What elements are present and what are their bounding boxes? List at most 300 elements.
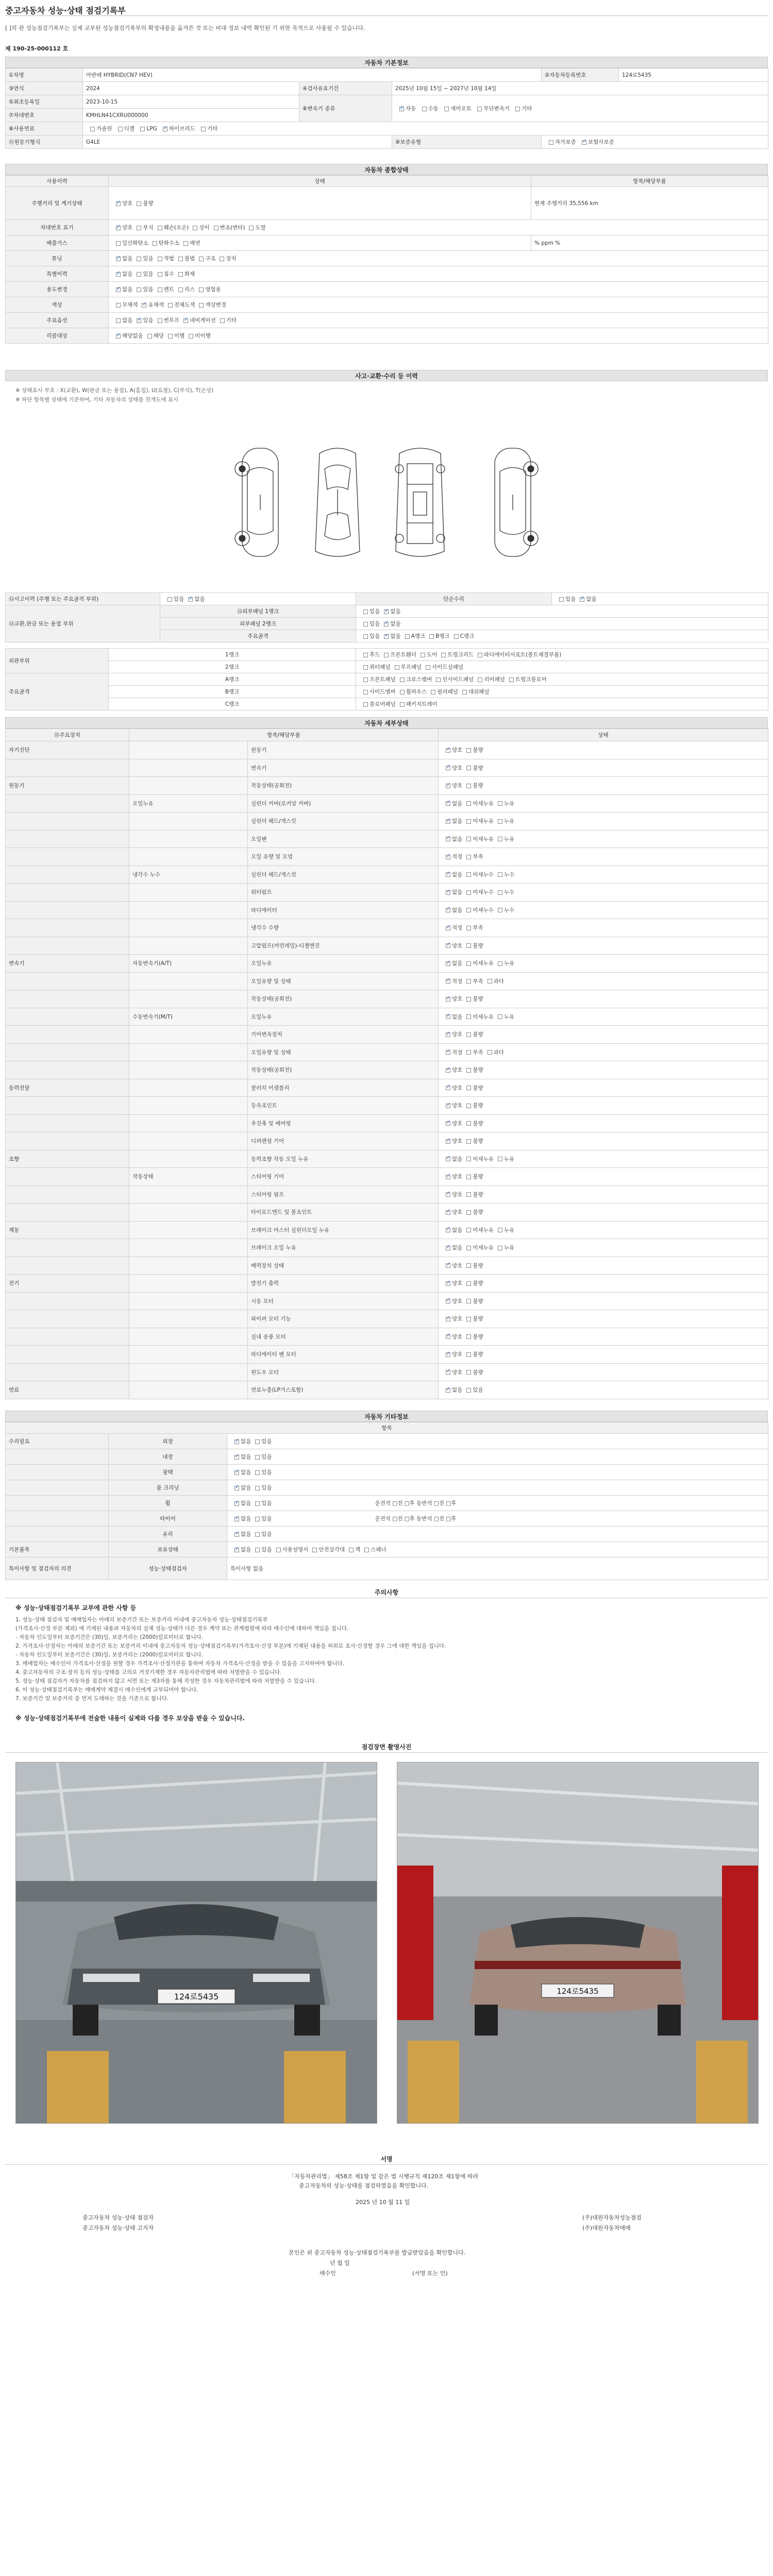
option-checkbox[interactable] bbox=[116, 201, 121, 206]
detail-group bbox=[6, 937, 129, 955]
photo-rear-view bbox=[397, 1762, 759, 2124]
option-checkbox[interactable] bbox=[466, 890, 471, 895]
other-group bbox=[6, 1449, 109, 1465]
caution-item: (가격조사·산정 부분 제외) 에 기재된 내용과 자동차의 실제 성능·상태가 다른 경우 계약 또는 관계법령에 따라 매수인에 대하여 책임을 집니다. bbox=[15, 1625, 349, 1632]
sign-line2: 중고자동차의 성능·상태를 점검하였음을 확인합니다. bbox=[299, 2182, 429, 2189]
option-checkbox[interactable] bbox=[189, 334, 193, 338]
other-extra: 운전석 □전 □후 동반석 □전 □후 bbox=[375, 1516, 457, 1522]
option-checkbox[interactable] bbox=[466, 1050, 471, 1055]
detail-subgroup: 오일누유 bbox=[129, 794, 248, 812]
option-checkbox[interactable] bbox=[446, 1299, 450, 1303]
option-checkbox[interactable] bbox=[178, 287, 183, 292]
option-checkbox[interactable] bbox=[466, 1334, 471, 1339]
option-checkbox[interactable] bbox=[446, 1192, 450, 1197]
option-checkbox[interactable] bbox=[466, 1352, 471, 1357]
detail-item: 실내 송풍 모터 bbox=[248, 1328, 439, 1346]
option-checkbox[interactable] bbox=[454, 634, 459, 639]
option-checkbox[interactable] bbox=[363, 622, 368, 626]
option-checkbox[interactable] bbox=[158, 287, 162, 292]
total-row-right: 현재 주행거리 35,556 km bbox=[531, 187, 768, 220]
option-checkbox[interactable] bbox=[466, 1299, 471, 1303]
option-checkbox[interactable] bbox=[446, 979, 450, 984]
option-checkbox[interactable] bbox=[142, 303, 146, 308]
option-checkbox[interactable] bbox=[466, 943, 471, 948]
caution-item: 1. 성능·상태 점검자 및 매매업자는 아래의 보증기간 또는 보증거리 이내에 중고자동차 성능·상태점검기록부 bbox=[15, 1617, 268, 1623]
option-checkbox[interactable] bbox=[249, 226, 254, 230]
fuel-lpg-checkbox[interactable] bbox=[140, 127, 145, 131]
option-checkbox[interactable] bbox=[509, 677, 514, 682]
option-checkbox[interactable] bbox=[436, 677, 441, 682]
option-checkbox[interactable] bbox=[466, 1192, 471, 1197]
option-checkbox[interactable] bbox=[466, 837, 471, 841]
option-checkbox[interactable] bbox=[234, 1532, 239, 1537]
option-checkbox[interactable] bbox=[395, 665, 399, 670]
option-checkbox[interactable] bbox=[446, 926, 450, 930]
option-checkbox[interactable] bbox=[116, 257, 121, 261]
option-checkbox[interactable] bbox=[137, 201, 141, 206]
detail-row bbox=[6, 1043, 768, 1061]
option-checkbox[interactable] bbox=[446, 1317, 450, 1321]
option-checkbox[interactable] bbox=[446, 748, 450, 753]
trans-etc-checkbox[interactable] bbox=[515, 107, 520, 111]
detail-subgroup bbox=[129, 1043, 248, 1061]
detail-item: 시동 모터 bbox=[248, 1292, 439, 1310]
detail-subgroup bbox=[129, 1204, 248, 1222]
option-checkbox[interactable] bbox=[580, 597, 584, 602]
label-vin: ⑦차대번호 bbox=[6, 109, 83, 122]
option-checkbox[interactable] bbox=[384, 634, 389, 639]
option-checkbox[interactable] bbox=[466, 1175, 471, 1179]
option-checkbox[interactable] bbox=[559, 597, 564, 602]
other-head: 항목 bbox=[6, 1422, 768, 1434]
option-checkbox[interactable] bbox=[137, 226, 141, 230]
option-checkbox[interactable] bbox=[446, 766, 450, 770]
option-checkbox[interactable] bbox=[466, 748, 471, 753]
option-checkbox[interactable] bbox=[255, 1517, 260, 1521]
option-checkbox[interactable] bbox=[498, 872, 502, 877]
fuel-etc-checkbox[interactable] bbox=[201, 127, 206, 131]
option-checkbox[interactable] bbox=[466, 926, 471, 930]
buyer-sign[interactable]: (서명 또는 인) bbox=[412, 2270, 448, 2277]
detail-group bbox=[6, 1008, 129, 1026]
detail-options: ✓ 양호 불량 bbox=[439, 1275, 768, 1293]
option-checkbox[interactable] bbox=[363, 665, 368, 670]
option-checkbox[interactable] bbox=[158, 226, 162, 230]
trans-cvt-checkbox[interactable] bbox=[477, 107, 482, 111]
detail-item: 냉각수 수량 bbox=[248, 919, 439, 937]
detail-subgroup bbox=[129, 1097, 248, 1115]
option-checkbox[interactable] bbox=[446, 1246, 450, 1250]
detail-row bbox=[6, 1079, 768, 1097]
option-checkbox[interactable] bbox=[400, 677, 405, 682]
option-checkbox[interactable] bbox=[446, 1050, 450, 1055]
svg-text:124로5435: 124로5435 bbox=[557, 1987, 599, 1996]
option-checkbox[interactable] bbox=[466, 1317, 471, 1321]
option-checkbox[interactable] bbox=[446, 1068, 450, 1073]
detail-item: 원동기 bbox=[248, 741, 439, 759]
option-checkbox[interactable] bbox=[466, 1281, 471, 1286]
option-checkbox[interactable] bbox=[466, 1157, 471, 1161]
option-checkbox[interactable] bbox=[147, 334, 152, 338]
detail-options: ✓ 양호 불량 bbox=[439, 1185, 768, 1204]
option-checkbox[interactable] bbox=[167, 597, 172, 602]
detail-row bbox=[6, 919, 768, 937]
caution-item: 5. 성능·상태 점검자가 자동차를 점검하지 않고 서면 또는 제3자를 통해 작성한 경우 자동차관리법에 따라 처벌받을 수 있습니다. bbox=[15, 1678, 316, 1684]
detail-subgroup bbox=[129, 1114, 248, 1132]
detail-row bbox=[6, 1221, 768, 1239]
total-row-label: 특별이력 bbox=[6, 266, 109, 282]
value-reg-no: 124로5435 bbox=[619, 69, 768, 82]
detail-options: ✓ 없음 미세누유 누유 bbox=[439, 955, 768, 973]
option-checkbox[interactable] bbox=[466, 979, 471, 984]
option-checkbox[interactable] bbox=[255, 1455, 260, 1460]
option-checkbox[interactable] bbox=[446, 1032, 450, 1037]
detail-options: ✓ 양호 불량 bbox=[439, 1061, 768, 1079]
option-checkbox[interactable] bbox=[384, 653, 389, 657]
option-checkbox[interactable] bbox=[446, 1086, 450, 1090]
other-options: ✓ 없음 있음 bbox=[227, 1527, 768, 1542]
buyer-confirm: 본인은 위 중고자동차 성능·상태점검기록부를 발급받았음을 확인합니다. bbox=[289, 2249, 466, 2256]
caution-item: - 자동차 인도일부터 보증기간은 (30)일, 보증거리는 (2000)킬로미터로 합니다. bbox=[15, 1652, 204, 1658]
option-checkbox[interactable] bbox=[384, 609, 389, 614]
option-checkbox[interactable] bbox=[255, 1470, 260, 1475]
option-checkbox[interactable] bbox=[466, 961, 471, 966]
option-checkbox[interactable] bbox=[137, 287, 141, 292]
option-checkbox[interactable] bbox=[234, 1501, 239, 1506]
option-checkbox[interactable] bbox=[498, 1014, 502, 1019]
option-checkbox[interactable] bbox=[466, 1121, 471, 1126]
option-checkbox[interactable] bbox=[363, 677, 368, 682]
total-row-label: 차대번호 표기 bbox=[6, 220, 109, 235]
detail-subgroup bbox=[129, 884, 248, 902]
detail-row bbox=[6, 1097, 768, 1115]
option-checkbox[interactable] bbox=[466, 1210, 471, 1215]
option-checkbox[interactable] bbox=[183, 241, 188, 246]
option-checkbox[interactable] bbox=[183, 318, 188, 323]
option-checkbox[interactable] bbox=[466, 1388, 471, 1393]
accident-row-options: 있음✓ 없음 bbox=[356, 605, 768, 618]
option-checkbox[interactable] bbox=[446, 872, 450, 877]
fuel-gasoline-checkbox[interactable] bbox=[90, 127, 95, 131]
option-checkbox[interactable] bbox=[466, 1068, 471, 1073]
detail-item: 브레이크 마스터 실린더오일 누유 bbox=[248, 1221, 439, 1239]
option-checkbox[interactable] bbox=[466, 1086, 471, 1090]
option-checkbox[interactable] bbox=[446, 1228, 450, 1232]
detail-row bbox=[6, 741, 768, 759]
option-checkbox[interactable] bbox=[153, 241, 157, 246]
option-checkbox[interactable] bbox=[466, 1370, 471, 1375]
trans-auto-checkbox[interactable] bbox=[399, 107, 404, 111]
detail-subgroup bbox=[129, 1221, 248, 1239]
other-row bbox=[6, 1465, 768, 1480]
rank-label: 1랭크 bbox=[109, 649, 356, 661]
detail-row bbox=[6, 1292, 768, 1310]
option-checkbox[interactable] bbox=[364, 1548, 369, 1552]
option-checkbox[interactable] bbox=[349, 1548, 354, 1552]
total-head-item: 항목/해당부품 bbox=[531, 176, 768, 187]
detail-subgroup bbox=[129, 1132, 248, 1150]
option-checkbox[interactable] bbox=[116, 241, 121, 246]
option-checkbox[interactable] bbox=[400, 690, 405, 694]
detail-item: 오일누유 bbox=[248, 955, 439, 973]
option-checkbox[interactable] bbox=[446, 819, 450, 824]
option-checkbox[interactable] bbox=[446, 784, 450, 788]
option-checkbox[interactable] bbox=[498, 1228, 502, 1232]
option-checkbox[interactable] bbox=[446, 943, 450, 948]
detail-options: ✓ 양호 불량 bbox=[439, 1114, 768, 1132]
option-checkbox[interactable] bbox=[466, 855, 471, 859]
fuel-diesel-checkbox[interactable] bbox=[118, 127, 123, 131]
other-row bbox=[6, 1449, 768, 1465]
option-checkbox[interactable] bbox=[116, 334, 121, 338]
option-checkbox[interactable] bbox=[255, 1501, 260, 1506]
option-checkbox[interactable] bbox=[188, 597, 193, 602]
option-checkbox[interactable] bbox=[363, 653, 368, 657]
accident-row-label: ⑫사고이력 (주행 또는 주요골격 부위) bbox=[6, 593, 160, 605]
option-checkbox[interactable] bbox=[276, 1548, 281, 1552]
detail-group bbox=[6, 1043, 129, 1061]
section-basic-header: 자동차 기본정보 bbox=[5, 57, 768, 68]
option-checkbox[interactable] bbox=[158, 272, 162, 277]
option-checkbox[interactable] bbox=[178, 257, 183, 261]
detail-group bbox=[6, 901, 129, 919]
option-checkbox[interactable] bbox=[446, 1352, 450, 1357]
option-checkbox[interactable] bbox=[466, 1263, 471, 1268]
total-row-options: 없음✓ 있음 썬루프✓ 네비게이션 기타 bbox=[109, 313, 768, 328]
option-checkbox[interactable] bbox=[466, 784, 471, 788]
option-checkbox[interactable] bbox=[446, 961, 450, 966]
option-checkbox[interactable] bbox=[446, 1139, 450, 1144]
detail-row bbox=[6, 1008, 768, 1026]
accident-legend: ※ 상태표시 부호 : X(교환), W(판금 또는 용접), A(흠집), U(요철), C(부식), T(손상) bbox=[15, 387, 214, 394]
other-group: 수리필요 bbox=[6, 1434, 109, 1449]
option-checkbox[interactable] bbox=[116, 272, 121, 277]
detail-subgroup bbox=[129, 1185, 248, 1204]
other-row bbox=[6, 1542, 768, 1557]
option-checkbox[interactable] bbox=[255, 1548, 260, 1552]
detail-item: 오일 유량 및 오염 bbox=[248, 848, 439, 866]
value-year: 2024 bbox=[83, 82, 299, 95]
detail-group: 원동기 bbox=[6, 777, 129, 795]
detail-item: 라디에이터 bbox=[248, 901, 439, 919]
accident-row-options: 있음✓ 없음 bbox=[160, 593, 356, 605]
option-checkbox[interactable] bbox=[466, 1032, 471, 1037]
option-checkbox[interactable] bbox=[446, 1281, 450, 1286]
label-fuel: ⑧사용연료 bbox=[6, 122, 83, 135]
warranty-insurance-checkbox[interactable] bbox=[582, 140, 586, 145]
option-checkbox[interactable] bbox=[426, 665, 430, 670]
option-checkbox[interactable] bbox=[363, 634, 368, 639]
option-checkbox[interactable] bbox=[466, 819, 471, 824]
option-checkbox[interactable] bbox=[466, 1228, 471, 1232]
accident-group-label: ⑭교환,판금 또는 용접 부위 bbox=[6, 605, 160, 642]
option-checkbox[interactable] bbox=[168, 334, 173, 338]
option-checkbox[interactable] bbox=[466, 908, 471, 912]
option-checkbox[interactable] bbox=[116, 303, 121, 308]
detail-row bbox=[6, 990, 768, 1008]
detail-row bbox=[6, 1150, 768, 1168]
option-checkbox[interactable] bbox=[446, 801, 450, 806]
option-checkbox[interactable] bbox=[498, 1246, 502, 1250]
option-checkbox[interactable] bbox=[478, 677, 482, 682]
option-checkbox[interactable] bbox=[234, 1548, 239, 1552]
warranty-self-checkbox[interactable] bbox=[549, 140, 553, 145]
option-checkbox[interactable] bbox=[466, 1139, 471, 1144]
option-checkbox[interactable] bbox=[466, 1246, 471, 1250]
option-checkbox[interactable] bbox=[478, 653, 482, 657]
option-checkbox[interactable] bbox=[137, 272, 141, 277]
option-checkbox[interactable] bbox=[498, 908, 502, 912]
detail-subgroup bbox=[129, 1257, 248, 1275]
option-checkbox[interactable] bbox=[363, 702, 368, 707]
other-options: ✓ 없음 있음 bbox=[227, 1449, 768, 1465]
total-row-options: ✓ 없음 있음 침수 화재 bbox=[109, 266, 768, 282]
option-checkbox[interactable] bbox=[446, 1175, 450, 1179]
detail-subgroup bbox=[129, 1079, 248, 1097]
option-checkbox[interactable] bbox=[193, 226, 197, 230]
option-checkbox[interactable] bbox=[255, 1486, 260, 1490]
opinion-label: 특이사항 및 점검자의 의견 bbox=[6, 1557, 109, 1580]
certificate-number: 제 190-25-000112 호 bbox=[5, 45, 69, 52]
option-checkbox[interactable] bbox=[431, 690, 435, 694]
option-checkbox[interactable] bbox=[446, 1104, 450, 1108]
option-checkbox[interactable] bbox=[488, 979, 492, 984]
detail-row bbox=[6, 937, 768, 955]
option-checkbox[interactable] bbox=[137, 318, 141, 323]
option-checkbox[interactable] bbox=[466, 997, 471, 1002]
option-checkbox[interactable] bbox=[363, 609, 368, 614]
rank-items: 플로어패널 패키지트레이 bbox=[356, 698, 768, 710]
opinion-mid: 성능·상태점검자 bbox=[109, 1557, 227, 1580]
option-checkbox[interactable] bbox=[462, 690, 467, 694]
accident-row-options: 있음✓ 없음 A랭크 B랭크 C랭크 bbox=[356, 630, 768, 642]
option-checkbox[interactable] bbox=[466, 801, 471, 806]
option-checkbox[interactable] bbox=[498, 819, 502, 824]
option-checkbox[interactable] bbox=[199, 287, 204, 292]
fuel-hybrid-checkbox[interactable] bbox=[163, 127, 167, 131]
detail-row bbox=[6, 884, 768, 902]
option-checkbox[interactable] bbox=[446, 1370, 450, 1375]
detail-subgroup bbox=[129, 1026, 248, 1044]
option-checkbox[interactable] bbox=[466, 872, 471, 877]
option-checkbox[interactable] bbox=[446, 1334, 450, 1339]
option-checkbox[interactable] bbox=[498, 961, 502, 966]
option-checkbox[interactable] bbox=[363, 690, 368, 694]
option-checkbox[interactable] bbox=[168, 303, 173, 308]
option-checkbox[interactable] bbox=[199, 257, 204, 261]
option-checkbox[interactable] bbox=[498, 801, 502, 806]
option-checkbox[interactable] bbox=[498, 1157, 502, 1161]
option-checkbox[interactable] bbox=[220, 257, 224, 261]
option-checkbox[interactable] bbox=[446, 837, 450, 841]
option-checkbox[interactable] bbox=[158, 257, 162, 261]
detail-options: ✓ 없음 미세누수 누수 bbox=[439, 901, 768, 919]
option-checkbox[interactable] bbox=[466, 1014, 471, 1019]
detail-subgroup bbox=[129, 830, 248, 848]
sign-line1: 「자동차관리법」 제58조 제1항 및 같은 법 시행규칙 제120조 제1항에 따라 bbox=[289, 2173, 479, 2180]
option-checkbox[interactable] bbox=[446, 1388, 450, 1393]
option-checkbox[interactable] bbox=[312, 1548, 317, 1552]
detail-options: ✓ 적정 부족 과다 bbox=[439, 1043, 768, 1061]
total-row-options: ✓ 없음 있음 적법 불법 구조 장치 bbox=[109, 251, 768, 266]
total-row-options: ✓ 양호 부식 훼손(오손) 상이 변조(변타) 도말 bbox=[109, 220, 768, 235]
option-checkbox[interactable] bbox=[214, 226, 219, 230]
option-checkbox[interactable] bbox=[255, 1439, 260, 1444]
detail-row bbox=[6, 955, 768, 973]
option-checkbox[interactable] bbox=[116, 287, 121, 292]
option-checkbox[interactable] bbox=[441, 653, 446, 657]
option-checkbox[interactable] bbox=[400, 702, 405, 707]
rank-label: B랭크 bbox=[109, 686, 356, 698]
option-checkbox[interactable] bbox=[498, 890, 502, 895]
detail-options: ✓ 없음 미세누유 누유 bbox=[439, 1008, 768, 1026]
option-checkbox[interactable] bbox=[234, 1470, 239, 1475]
detail-row bbox=[6, 848, 768, 866]
total-row-options: 무채색✓ 유채색 전체도색 색상변경 bbox=[109, 297, 768, 313]
total-status-table bbox=[5, 175, 768, 344]
rank-items: 쿼터패널 루프패널 사이드실패널 bbox=[356, 661, 768, 673]
option-checkbox[interactable] bbox=[498, 837, 502, 841]
option-checkbox[interactable] bbox=[466, 766, 471, 770]
option-checkbox[interactable] bbox=[178, 272, 183, 277]
option-checkbox[interactable] bbox=[384, 622, 389, 626]
option-checkbox[interactable] bbox=[220, 318, 225, 323]
option-checkbox[interactable] bbox=[446, 1014, 450, 1019]
section-other-header: 자동차 기타정보 bbox=[5, 1411, 768, 1422]
option-checkbox[interactable] bbox=[446, 855, 450, 859]
option-checkbox[interactable] bbox=[446, 997, 450, 1002]
option-checkbox[interactable] bbox=[234, 1517, 239, 1521]
trans-manual-checkbox[interactable] bbox=[422, 107, 427, 111]
option-checkbox[interactable] bbox=[488, 1050, 492, 1055]
detail-subgroup bbox=[129, 1346, 248, 1364]
option-checkbox[interactable] bbox=[429, 634, 434, 639]
option-checkbox[interactable] bbox=[137, 257, 141, 261]
option-checkbox[interactable] bbox=[446, 890, 450, 895]
option-checkbox[interactable] bbox=[158, 318, 162, 323]
option-checkbox[interactable] bbox=[255, 1532, 260, 1537]
detail-row bbox=[6, 1185, 768, 1204]
option-checkbox[interactable] bbox=[199, 303, 204, 308]
option-checkbox[interactable] bbox=[446, 1157, 450, 1161]
detail-subgroup bbox=[129, 812, 248, 831]
option-checkbox[interactable] bbox=[234, 1439, 239, 1444]
option-checkbox[interactable] bbox=[234, 1486, 239, 1490]
option-checkbox[interactable] bbox=[446, 1121, 450, 1126]
option-checkbox[interactable] bbox=[234, 1455, 239, 1460]
trans-semi-checkbox[interactable] bbox=[444, 107, 449, 111]
detail-subgroup: 자동변속기(A/T) bbox=[129, 955, 248, 973]
option-checkbox[interactable] bbox=[446, 1263, 450, 1268]
option-checkbox[interactable] bbox=[421, 653, 425, 657]
option-checkbox[interactable] bbox=[446, 1210, 450, 1215]
option-checkbox[interactable] bbox=[116, 318, 121, 323]
detail-group bbox=[6, 866, 129, 884]
detail-item: 오일누유 bbox=[248, 1008, 439, 1026]
detail-group bbox=[6, 1168, 129, 1186]
option-checkbox[interactable] bbox=[466, 1104, 471, 1108]
detail-item: 작동상태(공회전) bbox=[248, 777, 439, 795]
option-checkbox[interactable] bbox=[446, 908, 450, 912]
buyer-date: 년 월 일 bbox=[330, 2260, 350, 2266]
detail-options: ✓ 양호 불량 bbox=[439, 1257, 768, 1275]
detail-options: ✓ 양호 불량 bbox=[439, 1346, 768, 1364]
detail-options: ✓ 적정 부족 과다 bbox=[439, 972, 768, 990]
option-checkbox[interactable] bbox=[405, 634, 410, 639]
option-checkbox[interactable] bbox=[116, 226, 121, 230]
rank-items: 프론트패널 크로스멤버 인사이드패널 리어패널 트렁크플로어 bbox=[356, 673, 768, 686]
detail-item: 실린더 헤드/개스킷 bbox=[248, 866, 439, 884]
